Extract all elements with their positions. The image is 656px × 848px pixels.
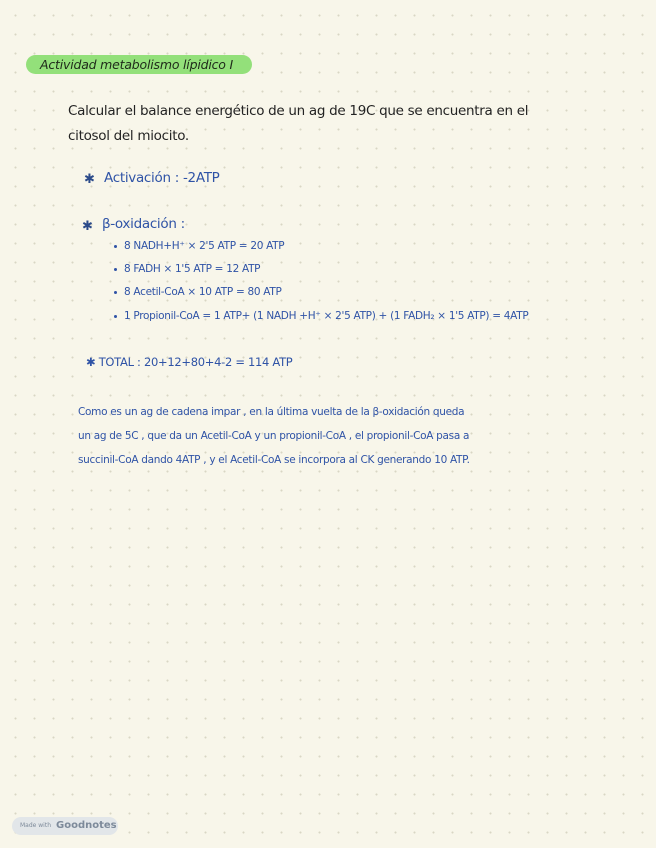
bullet-icon <box>114 268 117 271</box>
asterisk-icon: ✱ <box>82 219 93 234</box>
activation-line <box>104 170 220 186</box>
beta-item <box>114 286 282 298</box>
beta-item-text: 8 NADH+H⁺ × 2'5 ATP = 20 ATP <box>124 240 285 252</box>
beta-item-text: 8 Acetil-CoA × 10 ATP = 80 ATP <box>124 286 282 298</box>
beta-item-text: 1 Propionil-CoA = 1 ATP+ (1 NADH +H⁺ × 2'5 ATP) + (1 FADH₂ × 1'5 ATP) = 4ATP <box>124 310 529 322</box>
beta-item <box>114 240 284 252</box>
beta-item-text: 8 FADH × 1'5 ATP = 12 ATP <box>124 263 261 275</box>
bullet-icon <box>114 315 117 318</box>
bullet-icon <box>114 245 117 248</box>
intro-line-2: citosol del miocito. <box>68 128 189 144</box>
goodnotes-logo: Goodnotes <box>56 820 117 831</box>
made-with-label: Made with <box>20 822 51 829</box>
asterisk-icon: ✱ <box>84 172 95 187</box>
explanation-paragraph <box>78 400 518 472</box>
activation-separator: : <box>174 170 179 186</box>
page-title: Actividad metabolismo lípidico I <box>40 57 233 72</box>
intro-line-1: Calcular el balance energético de un ag de 19C que se encuentra en el <box>68 103 529 119</box>
beta-item <box>114 310 528 322</box>
explanation-line-3: succinil-CoA dando 4ATP , y el Acetil-CoA se incorpora al CK generando 10 ATP. <box>78 454 470 466</box>
intro-paragraph <box>68 99 568 149</box>
total-line <box>86 355 292 369</box>
beta-item <box>114 263 260 275</box>
bullet-icon <box>114 291 117 294</box>
total-text: TOTAL : 20+12+80+4-2 = 114 ATP <box>98 355 293 369</box>
beta-oxidation-heading: β-oxidación : <box>102 216 185 232</box>
asterisk-icon: ✱ <box>86 355 96 369</box>
activation-value: -2ATP <box>182 170 220 186</box>
activation-label: Activación <box>104 170 171 186</box>
explanation-line-2: un ag de 5C , que da un Acetil-CoA y un propionil-CoA , el propionil-CoA pasa a <box>78 430 470 442</box>
explanation-line-1: Como es un ag de cadena impar , en la última vuelta de la β-oxidación queda <box>78 406 465 418</box>
